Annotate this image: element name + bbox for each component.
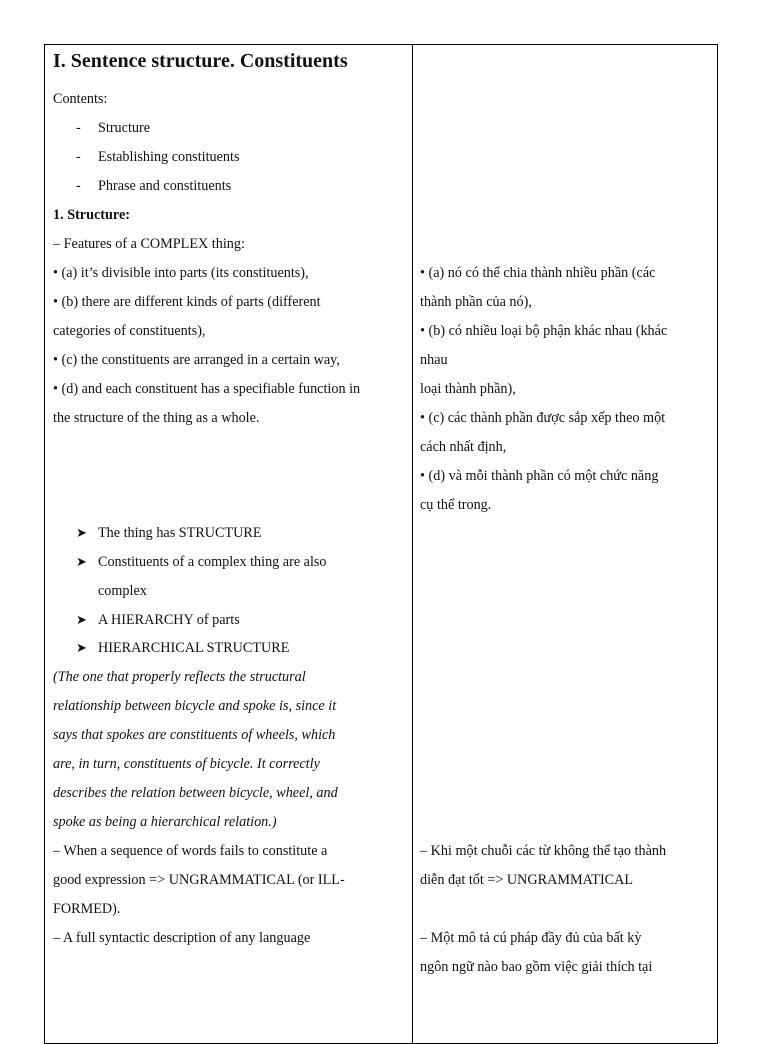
translation-line: cụ thể trong. [420, 497, 492, 513]
list-dash: - [76, 149, 81, 165]
translation-line: • (b) có nhiều loại bộ phận khác nhau (khác [420, 323, 668, 339]
translation-line: • (a) nó có thể chia thành nhiều phần (các [420, 265, 656, 281]
section-heading: 1. Structure: [53, 207, 130, 223]
list-dash: - [76, 178, 81, 194]
arrow-bullet-icon: ➤ [76, 640, 87, 655]
arrow-item-continuation: complex [98, 583, 147, 599]
italic-note-line: are, in turn, constituents of bicycle. It correctly [53, 756, 320, 772]
feature-line: • (d) and each constituent has a specifiable function in [53, 381, 361, 397]
arrow-bullet-icon: ➤ [76, 525, 87, 540]
italic-note-line: spoke as being a hierarchical relation.) [53, 814, 277, 830]
translation-line: • (d) và mỗi thành phần có một chức năng [420, 468, 659, 484]
feature-line: • (c) the constituents are arranged in a certain way, [53, 352, 340, 368]
arrow-item: HIERARCHICAL STRUCTURE [98, 640, 290, 656]
feature-line: the structure of the thing as a whole. [53, 410, 260, 426]
arrow-bullet-icon: ➤ [76, 612, 87, 627]
italic-note-line: says that spokes are constituents of wheels, which [53, 727, 336, 743]
translation-line: – Một mô tả cú pháp đầy đủ của bất kỳ [420, 930, 642, 946]
italic-note-line: (The one that properly reflects the structural [53, 669, 306, 685]
arrow-item: Constituents of a complex thing are also [98, 554, 327, 570]
translation-line: ngôn ngữ nào bao gồm việc giải thích tại [420, 959, 653, 975]
arrow-bullet-icon: ➤ [76, 554, 87, 569]
arrow-item: The thing has STRUCTURE [98, 525, 262, 541]
column-divider [412, 45, 413, 1043]
feature-line: categories of constituents), [53, 323, 206, 339]
page-title: I. Sentence structure. Constituents [53, 50, 348, 72]
body-line: good expression => UNGRAMMATICAL (or ILL- [53, 872, 345, 888]
body-line: – When a sequence of words fails to constitute a [53, 843, 328, 859]
translation-line: – Khi một chuỗi các từ không thể tạo thành [420, 843, 667, 859]
contents-label: Contents: [53, 91, 108, 107]
translation-line: nhau [420, 352, 448, 368]
body-line: – A full syntactic description of any language [53, 930, 311, 946]
feature-line: • (a) it’s divisible into parts (its constituents), [53, 265, 309, 281]
two-column-table [44, 44, 718, 1044]
italic-note-line: relationship between bicycle and spoke is, since it [53, 698, 337, 714]
translation-line: loại thành phần), [420, 381, 516, 397]
list-dash: - [76, 120, 81, 136]
translation-line: thành phần của nó), [420, 294, 532, 310]
arrow-item: A HIERARCHY of parts [98, 612, 240, 628]
translation-line: diễn đạt tốt => UNGRAMMATICAL [420, 872, 634, 888]
italic-note-line: describes the relation between bicycle, wheel, and [53, 785, 338, 801]
body-line: FORMED). [53, 901, 121, 917]
translation-line: • (c) các thành phần được sắp xếp theo một [420, 410, 666, 426]
contents-item: Phrase and constituents [98, 178, 232, 194]
feature-line: • (b) there are different kinds of parts (different [53, 294, 321, 310]
contents-item: Structure [98, 120, 151, 136]
translation-line: cách nhất định, [420, 439, 507, 455]
contents-item: Establishing constituents [98, 149, 240, 165]
features-intro: – Features of a COMPLEX thing: [53, 236, 245, 252]
